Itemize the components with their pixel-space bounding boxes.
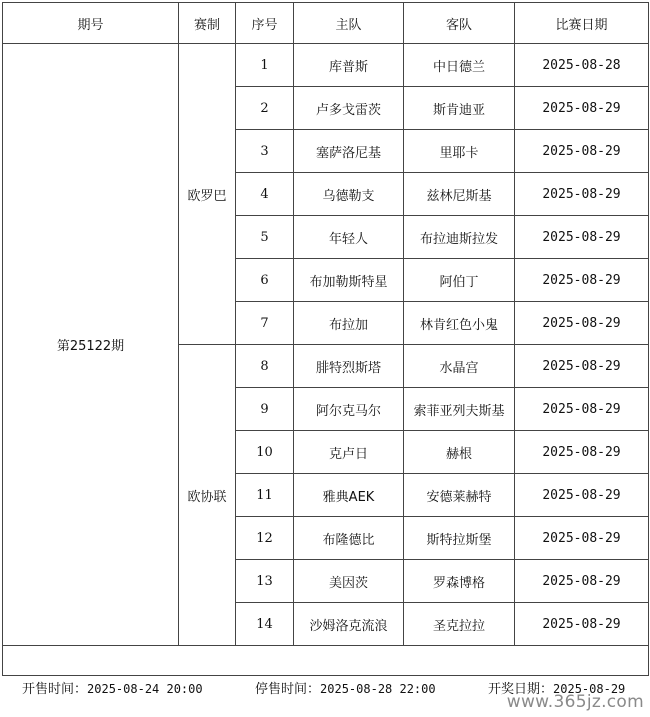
match-date-cell: 2025-08-29 <box>515 431 649 474</box>
sale-stop-value: 2025-08-28 22:00 <box>320 682 436 696</box>
home-team-cell: 布拉加 <box>294 302 404 345</box>
away-team-cell: 水晶宫 <box>404 345 515 388</box>
seq-cell: 8 <box>236 345 294 388</box>
seq-cell: 9 <box>236 388 294 431</box>
away-team-cell: 林肯红色小鬼 <box>404 302 515 345</box>
match-date-cell: 2025-08-29 <box>515 474 649 517</box>
away-team-cell: 斯肯迪亚 <box>404 87 515 130</box>
seq-cell: 10 <box>236 431 294 474</box>
competition-cell-conference: 欧协联 <box>179 345 236 646</box>
home-team-cell: 美因茨 <box>294 560 404 603</box>
seq-cell: 1 <box>236 44 294 87</box>
match-date-cell: 2025-08-29 <box>515 517 649 560</box>
header-away-team: 客队 <box>404 3 515 44</box>
match-date-cell: 2025-08-29 <box>515 302 649 345</box>
fixtures-table <box>2 2 649 676</box>
match-date-cell: 2025-08-29 <box>515 259 649 302</box>
home-team-cell: 塞萨洛尼基 <box>294 130 404 173</box>
home-team-cell: 腓特烈斯塔 <box>294 345 404 388</box>
home-team-cell: 卢多戈雷茨 <box>294 87 404 130</box>
match-date-cell: 2025-08-29 <box>515 130 649 173</box>
draw-date-label: 开奖日期： <box>488 682 554 697</box>
away-team-cell: 安德莱赫特 <box>404 474 515 517</box>
site-watermark: www.365jz.com <box>506 692 644 712</box>
seq-cell: 3 <box>236 130 294 173</box>
header-seq: 序号 <box>236 3 294 44</box>
match-date-cell: 2025-08-29 <box>515 603 649 646</box>
seq-cell: 6 <box>236 259 294 302</box>
home-team-cell: 阿尔克马尔 <box>294 388 404 431</box>
seq-cell: 2 <box>236 87 294 130</box>
sale-stop-label: 停售时间： <box>255 682 321 697</box>
sale-start-value: 2025-08-24 20:00 <box>87 682 203 696</box>
header-competition: 赛制 <box>179 3 236 44</box>
seq-cell: 5 <box>236 216 294 259</box>
home-team-cell: 雅典AEK <box>294 474 404 517</box>
match-date-cell: 2025-08-28 <box>515 44 649 87</box>
seq-cell: 13 <box>236 560 294 603</box>
header-match-date: 比赛日期 <box>515 3 649 44</box>
fixtures-body <box>3 44 649 646</box>
home-team-cell: 年轻人 <box>294 216 404 259</box>
match-date-cell: 2025-08-29 <box>515 216 649 259</box>
sale-start-label: 开售时间： <box>22 682 88 697</box>
sale-start <box>22 678 203 697</box>
match-date-cell: 2025-08-29 <box>515 388 649 431</box>
issue-cell: 第25122期 <box>3 44 179 646</box>
home-team-cell: 库普斯 <box>294 44 404 87</box>
away-team-cell: 里耶卡 <box>404 130 515 173</box>
away-team-cell: 赫根 <box>404 431 515 474</box>
seq-cell: 7 <box>236 302 294 345</box>
blank-row <box>3 646 649 676</box>
away-team-cell: 索菲亚列夫斯基 <box>404 388 515 431</box>
home-team-cell: 乌德勒支 <box>294 173 404 216</box>
match-date-cell: 2025-08-29 <box>515 560 649 603</box>
home-team-cell: 沙姆洛克流浪 <box>294 603 404 646</box>
home-team-cell: 克卢日 <box>294 431 404 474</box>
seq-cell: 11 <box>236 474 294 517</box>
home-team-cell: 布隆德比 <box>294 517 404 560</box>
seq-cell: 12 <box>236 517 294 560</box>
table-row <box>3 44 649 87</box>
match-date-cell: 2025-08-29 <box>515 173 649 216</box>
seq-cell: 4 <box>236 173 294 216</box>
away-team-cell: 斯特拉斯堡 <box>404 517 515 560</box>
competition-cell-europa: 欧罗巴 <box>179 44 236 345</box>
header-home-team: 主队 <box>294 3 404 44</box>
match-date-cell: 2025-08-29 <box>515 87 649 130</box>
away-team-cell: 兹林尼斯基 <box>404 173 515 216</box>
away-team-cell: 圣克拉拉 <box>404 603 515 646</box>
draw-date-value: 2025-08-29 <box>553 682 626 696</box>
away-team-cell: 阿伯丁 <box>404 259 515 302</box>
seq-cell: 14 <box>236 603 294 646</box>
away-team-cell: 中日德兰 <box>404 44 515 87</box>
home-team-cell: 布加勒斯特星 <box>294 259 404 302</box>
blank-cell <box>3 646 649 676</box>
header-issue: 期号 <box>3 3 179 44</box>
match-date-cell: 2025-08-29 <box>515 345 649 388</box>
header-row <box>3 3 649 44</box>
away-team-cell: 罗森博格 <box>404 560 515 603</box>
sale-stop <box>255 678 436 697</box>
away-team-cell: 布拉迪斯拉发 <box>404 216 515 259</box>
